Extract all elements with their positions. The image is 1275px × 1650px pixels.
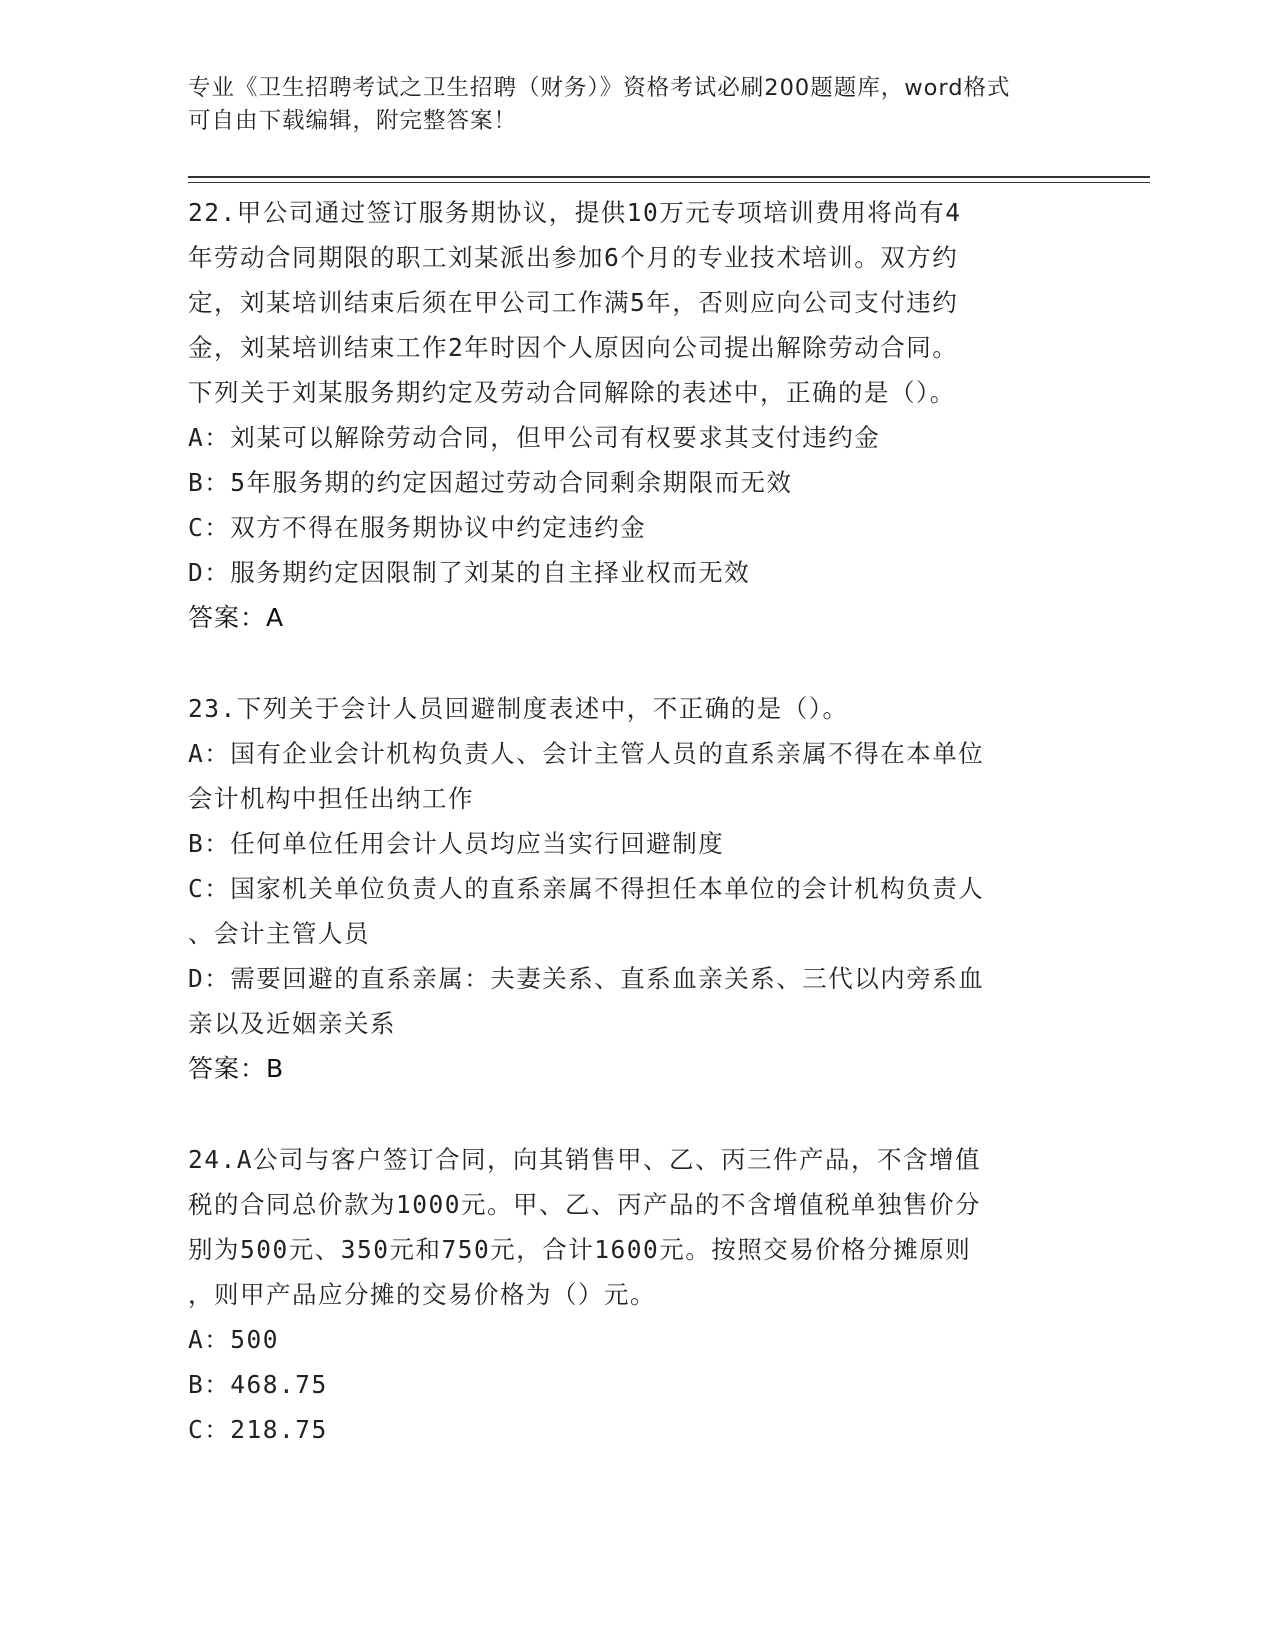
document-header (188, 72, 1068, 138)
question-1 (188, 190, 1078, 686)
question-stem-line: 年劳动合同期限的职工刘某派出参加6个月的专业技术培训。双方约 (188, 243, 959, 272)
question-stem-line: 下列关于刘某服务期约定及劳动合同解除的表述中，正确的是（）。 (188, 378, 956, 407)
question-list (188, 190, 1078, 1452)
answer-option (188, 1407, 1078, 1452)
answer-key: 答案：B (188, 1054, 285, 1083)
question-stem-line: ，则甲产品应分摊的交易价格为（）元。 (188, 1280, 656, 1309)
answer-option (188, 460, 1078, 505)
option-text-line: 、会计主管人员 (188, 919, 370, 948)
option-text-line: A：国有企业会计机构负责人、会计主管人员的直系亲属不得在本单位 (188, 739, 985, 768)
answer-option (188, 866, 1078, 956)
option-text-line: C：国家机关单位负责人的直系亲属不得担任本单位的会计机构负责人 (188, 874, 985, 903)
option-text-line: A：500 (188, 1325, 280, 1354)
answer-option (188, 550, 1078, 595)
header-line-1: 专业《卫生招聘考试之卫生招聘（财务）》资格考试必刷200题题库，word格式 (188, 75, 1011, 101)
answer-option (188, 821, 1078, 866)
answer-option (188, 1317, 1078, 1362)
answer-option (188, 956, 1078, 1046)
header-line-2: 可自由下载编辑，附完整答案！ (188, 108, 518, 134)
option-text-line: D：需要回避的直系亲属：夫妻关系、直系血亲关系、三代以内旁系血 (188, 964, 985, 993)
question-stem-line: 税的合同总价款为1000元。甲、乙、丙产品的不含增值税单独售价分 (188, 1190, 981, 1219)
header-rule-thin (188, 182, 1150, 183)
header-rule-thick (188, 176, 1150, 178)
question-3 (188, 1137, 1078, 1452)
question-stem-line: 别为500元、350元和750元，合计1600元。按照交易价格分摊原则 (188, 1235, 972, 1264)
option-text-line: B：5年服务期的约定因超过劳动合同剩余期限而无效 (188, 468, 793, 497)
question-stem-line: 定，刘某培训结束后须在甲公司工作满5年，否则应向公司支付违约 (188, 288, 959, 317)
answer-option (188, 505, 1078, 550)
option-text-line: C：双方不得在服务期协议中约定违约金 (188, 513, 647, 542)
option-text-line: B：任何单位任用会计人员均应当实行回避制度 (188, 829, 725, 858)
question-stem-line: 22.甲公司通过签订服务期协议，提供10万元专项培训费用将尚有4 (188, 198, 962, 227)
question-2 (188, 686, 1078, 1137)
answer-option (188, 1362, 1078, 1407)
option-text-line: B：468.75 (188, 1370, 328, 1399)
option-text-line: A：刘某可以解除劳动合同，但甲公司有权要求其支付违约金 (188, 423, 881, 452)
question-stem-line: 23.下列关于会计人员回避制度表述中，不正确的是（）。 (188, 694, 849, 723)
answer-key: 答案：A (188, 603, 285, 632)
question-stem-line: 金，刘某培训结束工作2年时因个人原因向公司提出解除劳动合同。 (188, 333, 959, 362)
option-text-line: 会计机构中担任出纳工作 (188, 784, 474, 813)
answer-option (188, 415, 1078, 460)
option-text-line: 亲以及近姻亲关系 (188, 1009, 396, 1038)
option-text-line: C：218.75 (188, 1415, 328, 1444)
answer-option (188, 731, 1078, 821)
question-spacer (188, 1091, 1078, 1137)
option-text-line: D：服务期约定因限制了刘某的自主择业权而无效 (188, 558, 751, 587)
question-stem-line: 24.A公司与客户签订合同，向其销售甲、乙、丙三件产品，不含增值 (188, 1145, 981, 1174)
question-spacer (188, 640, 1078, 686)
